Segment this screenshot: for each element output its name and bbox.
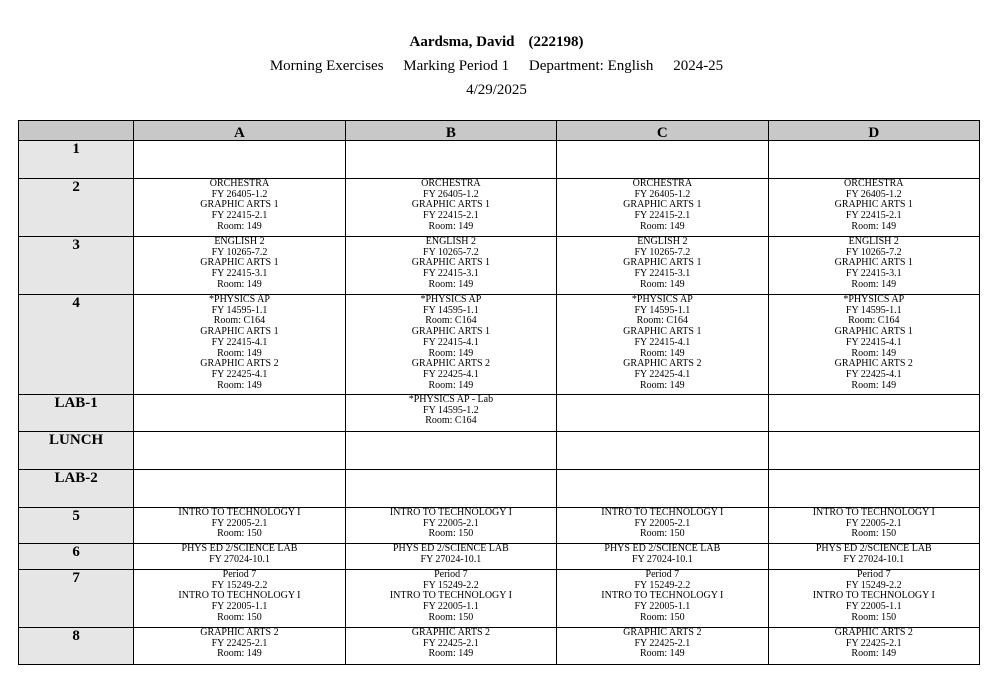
course-line: Room: 149: [639, 347, 685, 359]
schedule-cell: [557, 295, 768, 395]
column-header-row: [19, 121, 980, 141]
schedule-cell: [557, 141, 768, 179]
column-header-c: C: [557, 121, 768, 141]
course-line: ENGLISH 2: [637, 236, 688, 247]
course-line: Room: C164: [848, 315, 900, 327]
schedule-row: [19, 628, 980, 665]
course-line: Period 7: [856, 569, 891, 580]
course-line: FY 22415-3.1: [211, 268, 268, 280]
marking-period: Marking Period 1: [403, 58, 510, 74]
course-line: Room: C164: [636, 315, 689, 327]
course-line: FY 22005-2.1: [845, 517, 902, 529]
course-line: FY 22415-3.1: [845, 268, 902, 280]
schedule-row: [19, 570, 980, 628]
schedule-row: [19, 179, 980, 237]
course-line: FY 14595-1.1: [423, 304, 479, 316]
schedule-cell: [768, 628, 979, 665]
course-line: GRAPHIC ARTS 2: [623, 627, 702, 638]
course-line: Room: C164: [213, 315, 266, 327]
schedule-cell: [134, 628, 345, 665]
course-line: Room: 149: [217, 347, 262, 359]
course-line: FY 22415-4.1: [845, 336, 902, 348]
course-line: GRAPHIC ARTS 2: [411, 627, 491, 638]
course-line: FY 22415-2.1: [634, 210, 691, 222]
course-line: Room: 149: [851, 648, 897, 660]
course-line: GRAPHIC ARTS 1: [411, 199, 491, 211]
schedule-cell: [768, 395, 979, 432]
schedule-cell: [768, 544, 979, 570]
course-line: FY 10265-7.2: [211, 246, 268, 258]
course-line: Room: 150: [217, 528, 262, 540]
course-line: Room: 149: [217, 648, 262, 660]
schedule-cell: [557, 628, 768, 665]
schedule-cell: [345, 237, 556, 295]
schedule-row: [19, 432, 980, 470]
course-line: FY 14595-1.1: [845, 304, 902, 316]
course-line: FY 15249-2.2: [211, 579, 268, 591]
course-line: FY 22425-2.1: [211, 637, 268, 649]
course-line: FY 10265-7.2: [845, 246, 902, 258]
corner-cell: [19, 121, 134, 141]
schedule-row: [19, 141, 980, 179]
course-line: FY 22415-2.1: [423, 210, 479, 222]
course-line: Period 7: [434, 569, 468, 580]
course-line: GRAPHIC ARTS 1: [200, 326, 279, 338]
course-line: FY 22005-2.1: [423, 517, 479, 529]
course-line: Room: 149: [851, 220, 897, 232]
course-line: FY 15249-2.2: [845, 579, 902, 591]
course-line: GRAPHIC ARTS 2: [200, 358, 279, 370]
period-label: 5: [19, 508, 134, 544]
course-line: *PHYSICS AP: [631, 294, 693, 305]
schedule-cell: [345, 628, 556, 665]
course-line: Room: 149: [851, 347, 897, 359]
course-line: Room: 149: [851, 379, 897, 391]
schedule-cell: [345, 432, 556, 470]
student-id: (222198): [528, 34, 584, 50]
schedule-cell: [557, 395, 768, 432]
course-line: *PHYSICS AP: [843, 294, 905, 305]
course-line: FY 26405-1.2: [423, 188, 479, 200]
column-header-a: A: [134, 121, 345, 141]
course-line: FY 22415-4.1: [211, 336, 268, 348]
schedule-cell: [557, 179, 768, 237]
course-line: ENGLISH 2: [214, 236, 265, 247]
course-line: Room: 150: [639, 611, 685, 623]
course-line: FY 22415-4.1: [423, 336, 479, 348]
schedule-cell: [557, 432, 768, 470]
schedule-cell: [134, 570, 345, 628]
course-line: GRAPHIC ARTS 1: [834, 257, 913, 269]
course-line: FY 26405-1.2: [211, 188, 268, 200]
period-label: LAB-1: [19, 395, 134, 432]
course-line: Period 7: [222, 569, 257, 580]
course-line: FY 22005-1.1: [423, 601, 479, 613]
course-line: GRAPHIC ARTS 1: [834, 199, 913, 211]
school-year: 2024-25: [673, 58, 724, 74]
course-line: GRAPHIC ARTS 1: [411, 326, 491, 338]
schedule-cell: [557, 508, 768, 544]
course-line: Room: 149: [639, 278, 685, 290]
course-line: GRAPHIC ARTS 1: [623, 257, 702, 269]
course-line: INTRO TO TECHNOLOGY I: [389, 507, 512, 518]
course-line: Room: 150: [428, 611, 474, 623]
course-line: Room: 149: [217, 220, 262, 232]
schedule-cell: [768, 237, 979, 295]
course-line: FY 26405-1.2: [845, 188, 902, 200]
course-line: INTRO TO TECHNOLOGY I: [178, 590, 301, 602]
schedule-cell: [134, 508, 345, 544]
schedule-cell: [134, 395, 345, 432]
course-line: FY 22005-1.1: [845, 601, 902, 613]
course-line: Room: 149: [217, 379, 262, 391]
course-line: FY 10265-7.2: [423, 246, 479, 258]
course-line: Room: 149: [217, 278, 262, 290]
schedule-cell: [345, 470, 556, 508]
course-line: Room: 150: [851, 528, 897, 540]
course-line: Room: 149: [639, 220, 685, 232]
course-line: FY 14595-1.2: [423, 404, 479, 416]
schedule-row: [19, 295, 980, 395]
department: Department: English: [528, 58, 654, 74]
course-line: FY 22415-2.1: [211, 210, 268, 222]
course-line: FY 27024-10.1: [209, 553, 270, 565]
course-line: FY 27024-10.1: [843, 553, 905, 565]
schedule-cell: [134, 179, 345, 237]
schedule-cell: [768, 470, 979, 508]
course-line: GRAPHIC ARTS 1: [834, 326, 913, 338]
schedule-type: Morning Exercises: [269, 58, 384, 74]
course-line: GRAPHIC ARTS 2: [623, 358, 702, 370]
course-line: Room: 149: [428, 347, 474, 359]
schedule-cell: [345, 570, 556, 628]
course-line: FY 22005-1.1: [211, 601, 268, 613]
course-line: FY 22415-3.1: [634, 268, 691, 280]
course-line: Room: 149: [639, 648, 685, 660]
schedule-row: [19, 470, 980, 508]
schedule-cell: [768, 295, 979, 395]
course-line: Room: C164: [425, 315, 477, 327]
schedule-cell: [768, 570, 979, 628]
course-line: FY 22425-2.1: [634, 637, 691, 649]
course-line: PHYS ED 2/SCIENCE LAB: [392, 543, 509, 554]
course-line: FY 22425-2.1: [423, 637, 479, 649]
course-line: FY 22005-2.1: [634, 517, 691, 529]
course-line: INTRO TO TECHNOLOGY I: [389, 590, 512, 602]
period-label: LUNCH: [19, 432, 134, 470]
schedule-grid: [18, 120, 980, 665]
course-line: Room: 149: [428, 379, 474, 391]
course-line: FY 26405-1.2: [634, 188, 691, 200]
schedule-cell: [134, 544, 345, 570]
course-line: FY 22425-4.1: [423, 368, 479, 380]
course-line: ORCHESTRA: [421, 178, 481, 189]
schedule-cell: [557, 544, 768, 570]
course-line: FY 22425-4.1: [845, 368, 902, 380]
course-line: FY 14595-1.1: [634, 304, 691, 316]
period-label: LAB-2: [19, 470, 134, 508]
schedule-row: [19, 237, 980, 295]
column-header-b: B: [345, 121, 556, 141]
course-line: FY 22415-4.1: [634, 336, 691, 348]
course-line: INTRO TO TECHNOLOGY I: [178, 507, 301, 518]
course-line: GRAPHIC ARTS 1: [623, 326, 702, 338]
course-line: ORCHESTRA: [844, 178, 904, 189]
course-line: INTRO TO TECHNOLOGY I: [812, 507, 935, 518]
course-line: ORCHESTRA: [632, 178, 693, 189]
course-line: ENGLISH 2: [848, 236, 899, 247]
schedule-cell: [345, 508, 556, 544]
course-line: GRAPHIC ARTS 2: [834, 627, 913, 638]
course-line: GRAPHIC ARTS 2: [411, 358, 491, 370]
schedule-cell: [345, 295, 556, 395]
schedule-row: [19, 544, 980, 570]
course-line: GRAPHIC ARTS 1: [623, 199, 702, 211]
course-line: Room: 149: [851, 278, 897, 290]
period-label: 7: [19, 570, 134, 628]
schedule-cell: [345, 141, 556, 179]
course-line: Room: 150: [851, 611, 897, 623]
course-line: PHYS ED 2/SCIENCE LAB: [181, 543, 298, 554]
course-line: Room: 149: [428, 648, 474, 660]
schedule-cell: [768, 508, 979, 544]
course-line: FY 22425-4.1: [211, 368, 268, 380]
course-line: Room: 149: [639, 379, 685, 391]
schedule-row: [19, 508, 980, 544]
course-line: *PHYSICS AP - Lab: [408, 394, 494, 405]
schedule-cell: [345, 544, 556, 570]
column-header-d: D: [768, 121, 979, 141]
schedule-cell: [768, 141, 979, 179]
course-line: Room: 150: [217, 611, 262, 623]
schedule-cell: [345, 395, 556, 432]
schedule-row: [19, 395, 980, 432]
course-line: ORCHESTRA: [209, 178, 270, 189]
course-line: Room: 149: [428, 220, 474, 232]
schedule-cell: [134, 432, 345, 470]
period-label: 3: [19, 237, 134, 295]
course-line: *PHYSICS AP: [209, 294, 270, 305]
schedule-cell: [768, 179, 979, 237]
schedule-cell: [134, 141, 345, 179]
course-line: FY 27024-10.1: [420, 553, 482, 565]
schedule-cell: [134, 295, 345, 395]
course-line: ENGLISH 2: [425, 236, 477, 247]
schedule-cell: [134, 237, 345, 295]
student-name: Aardsma, David: [409, 34, 515, 50]
schedule-cell: [345, 179, 556, 237]
course-line: Room: C164: [425, 415, 477, 427]
course-line: FY 22415-2.1: [845, 210, 902, 222]
schedule-cell: [557, 237, 768, 295]
period-label: 1: [19, 141, 134, 179]
schedule-cell: [557, 470, 768, 508]
period-label: 8: [19, 628, 134, 665]
course-line: GRAPHIC ARTS 2: [200, 627, 279, 638]
course-line: FY 15249-2.2: [423, 579, 479, 591]
student-name-line: [0, 34, 993, 51]
course-line: INTRO TO TECHNOLOGY I: [601, 507, 724, 518]
period-label: 2: [19, 179, 134, 237]
course-line: INTRO TO TECHNOLOGY I: [812, 590, 935, 602]
course-line: PHYS ED 2/SCIENCE LAB: [604, 543, 721, 554]
course-line: FY 22425-2.1: [845, 637, 902, 649]
course-line: FY 22425-4.1: [634, 368, 691, 380]
schedule-cell: [768, 432, 979, 470]
course-line: INTRO TO TECHNOLOGY I: [601, 590, 724, 602]
course-line: GRAPHIC ARTS 2: [834, 358, 913, 370]
course-line: *PHYSICS AP: [420, 294, 482, 305]
course-line: FY 22005-1.1: [634, 601, 691, 613]
period-label: 4: [19, 295, 134, 395]
course-line: Room: 149: [428, 278, 474, 290]
course-line: FY 15249-2.2: [634, 579, 691, 591]
course-line: FY 22005-2.1: [211, 517, 268, 529]
course-line: GRAPHIC ARTS 1: [411, 257, 491, 269]
course-line: GRAPHIC ARTS 1: [200, 257, 279, 269]
course-line: PHYS ED 2/SCIENCE LAB: [815, 543, 932, 554]
course-line: Period 7: [645, 569, 680, 580]
course-line: FY 22415-3.1: [423, 268, 479, 280]
course-line: FY 10265-7.2: [634, 246, 691, 258]
print-date: 4/29/2025: [466, 82, 527, 98]
schedule-cell: [134, 470, 345, 508]
course-line: Room: 150: [428, 528, 474, 540]
course-line: FY 27024-10.1: [631, 553, 693, 565]
period-label: 6: [19, 544, 134, 570]
schedule-info-line: [0, 58, 993, 75]
course-line: FY 14595-1.1: [211, 304, 268, 316]
course-line: GRAPHIC ARTS 1: [200, 199, 279, 211]
course-line: Room: 150: [639, 528, 685, 540]
schedule-cell: [557, 570, 768, 628]
